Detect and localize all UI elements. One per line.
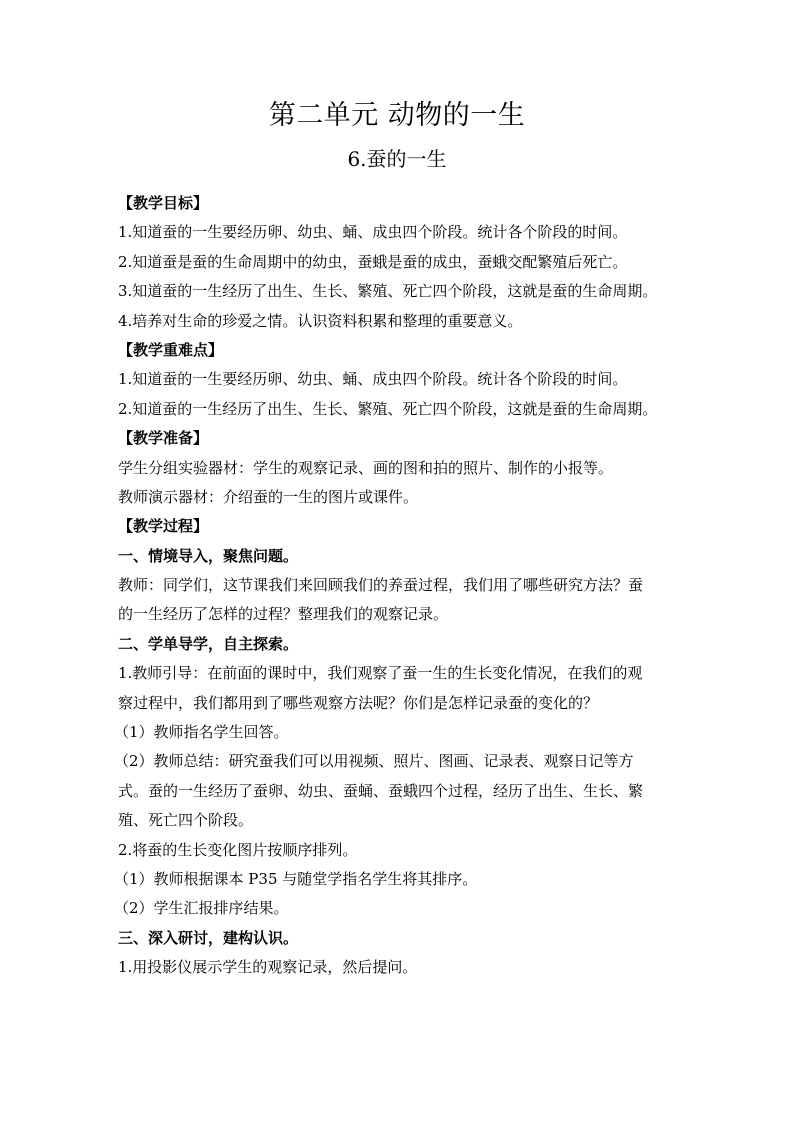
section-heading-process: 【教学过程】 — [118, 517, 209, 536]
process-text: （2）教师总结：研究蚕我们可以用视频、照片、图画、记录表、观察日记等方 — [114, 752, 634, 771]
process-text: （2）学生汇报排序结果。 — [114, 899, 289, 918]
lesson-title: 6.蚕的一生 — [347, 147, 447, 171]
process-part-heading: 二、学单导学，自主探索。 — [118, 634, 299, 653]
process-text: 2.将蚕的生长变化图片按顺序排列。 — [118, 840, 358, 859]
unit-title: 第二单元 动物的一生 — [268, 100, 526, 131]
document-body — [114, 189, 678, 983]
section-heading-goals: 【教学目标】 — [118, 194, 209, 212]
process-text: 1.教师引导：在前面的课时中，我们观察了蚕一生的生长变化情况，在我们的观 — [118, 664, 643, 683]
goal-item: 1.知道蚕的一生要经历卵、幼虫、蛹、成虫四个阶段。统计各个阶段的时间。 — [118, 223, 628, 242]
process-text: 1.用投影仪展示学生的观察记录，然后提问。 — [118, 958, 418, 977]
preparation-item: 学生分组实验器材：学生的观察记录、画的图和拍的照片、制作的小报等。 — [118, 458, 614, 477]
process-text: （1）教师根据课本 P35 与随堂学指名学生将其排序。 — [114, 869, 478, 888]
process-text: 式。蚕的一生经历了蚕卵、幼虫、蚕蛹、蚕蛾四个过程，经历了出生、生长、繁 — [118, 781, 644, 800]
process-part-heading: 一、情境导入，聚焦问题。 — [118, 546, 299, 565]
goal-item: 2.知道蚕是蚕的生命周期中的幼虫，蚕蛾是蚕的成虫，蚕蛾交配繁殖后死亡。 — [118, 252, 628, 271]
process-text: 教师：同学们，这节课我们来回顾我们的养蚕过程，我们用了哪些研究方法？蚕 — [118, 576, 644, 595]
section-heading-preparation: 【教学准备】 — [118, 429, 209, 448]
section-heading-key-points: 【教学重难点】 — [118, 340, 224, 359]
preparation-item: 教师演示器材：介绍蚕的一生的图片或课件。 — [118, 487, 419, 506]
process-part-heading: 三、深入研讨，建构认识。 — [118, 928, 299, 947]
key-point-item: 1.知道蚕的一生要经历卵、幼虫、蛹、成虫四个阶段。统计各个阶段的时间。 — [118, 370, 628, 389]
goal-item: 3.知道蚕的一生经历了出生、生长、繁殖、死亡四个阶段，这就是蚕的生命周期。 — [118, 282, 658, 301]
process-text: 殖、死亡四个阶段。 — [118, 811, 254, 830]
key-point-item: 2.知道蚕的一生经历了出生、生长、繁殖、死亡四个阶段，这就是蚕的生命周期。 — [118, 399, 658, 418]
process-text: 察过程中，我们都用到了哪些观察方法呢？你们是怎样记录蚕的变化的？ — [118, 693, 599, 712]
process-text: （1）教师指名学生回答。 — [114, 723, 289, 742]
process-text: 的一生经历了怎样的过程？整理我们的观察记录。 — [118, 605, 449, 624]
goal-item: 4.培养对生命的珍爱之情。认识资料积累和整理的重要意义。 — [118, 311, 523, 330]
